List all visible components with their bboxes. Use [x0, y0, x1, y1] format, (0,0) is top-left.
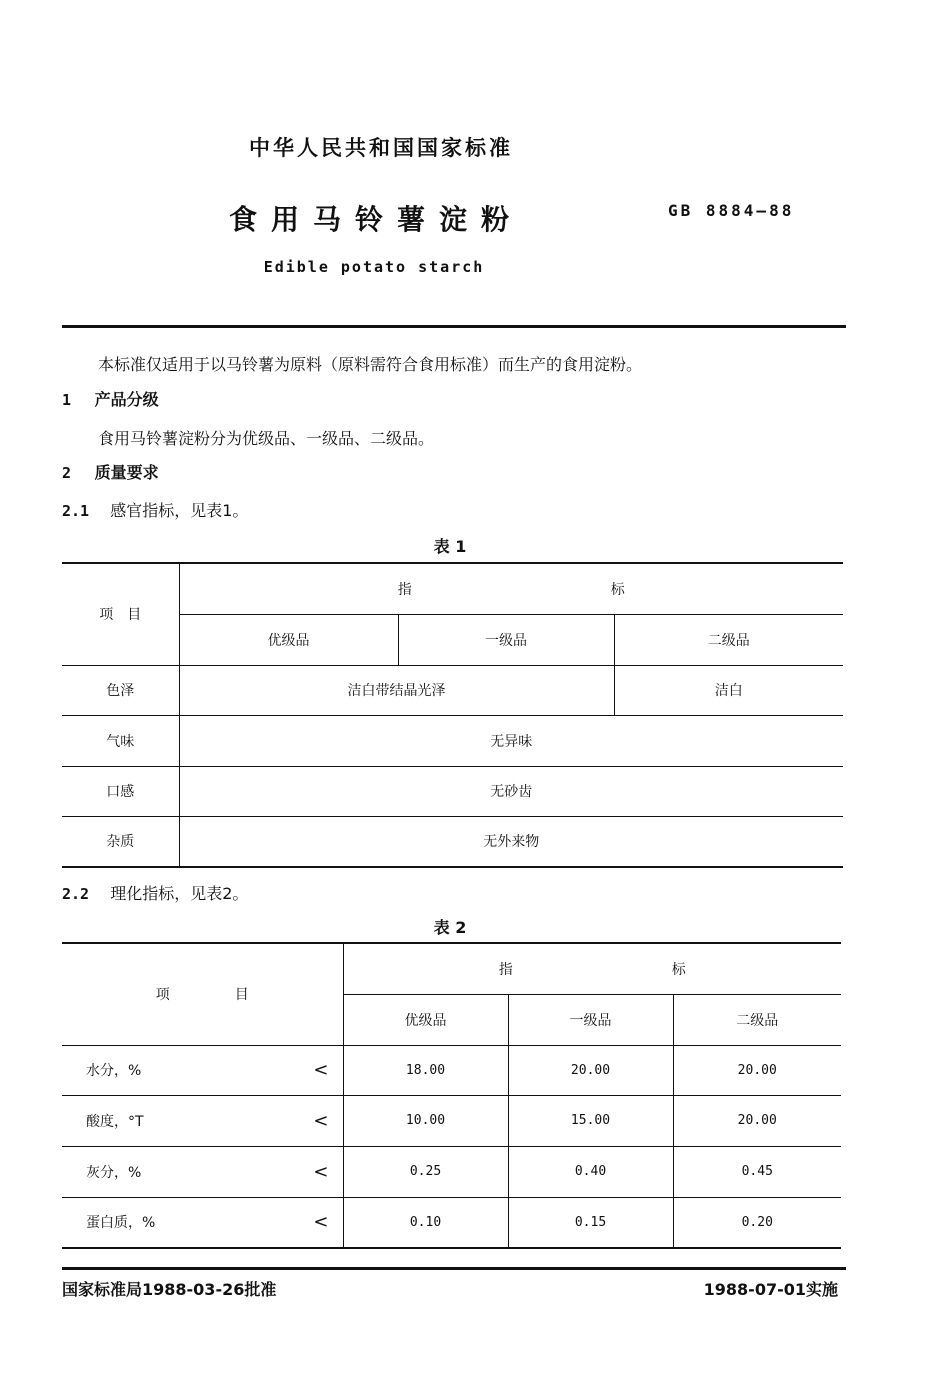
row-value: 无砂齿	[179, 766, 843, 816]
row-item	[62, 1095, 343, 1146]
row-item	[62, 1045, 343, 1095]
table-2-caption: 表 2	[433, 918, 467, 937]
section-2-2	[62, 881, 248, 904]
header-divider	[62, 325, 846, 328]
row-item-label: 酸度，°T	[86, 1113, 144, 1130]
document-title: 食用马铃薯淀粉	[228, 203, 523, 236]
section-number: 2	[62, 464, 72, 482]
row-item	[62, 1146, 343, 1197]
table-row	[62, 1146, 841, 1197]
less-than-sign: <	[313, 1110, 329, 1131]
scope-paragraph: 本标准仅适用于以马铃薯为原料（原料需符合食用标准）而生产的食用淀粉。	[98, 355, 643, 374]
section-1-heading	[62, 387, 159, 410]
index-char-a: 指	[397, 581, 412, 598]
row-value: 洁白	[614, 665, 843, 715]
table-2	[62, 942, 841, 1249]
table-row	[62, 1045, 841, 1095]
section-text: 理化指标，见表2。	[110, 884, 249, 903]
value-first: 20.00	[508, 1045, 673, 1095]
standard-number: GB 8884—88	[668, 201, 795, 220]
grade-premium: 优级品	[343, 994, 508, 1045]
table-2-item-header	[62, 943, 343, 1045]
grade-premium: 优级品	[179, 614, 398, 665]
table-1	[62, 562, 843, 868]
value-premium: 0.25	[343, 1146, 508, 1197]
section-number: 1	[62, 391, 72, 409]
footer-divider	[62, 1267, 846, 1270]
section-1-text: 食用马铃薯淀粉分为优级品、一级品、二级品。	[98, 429, 435, 448]
section-2-heading	[62, 460, 159, 483]
row-item: 杂质	[62, 816, 179, 867]
row-item: 色泽	[62, 665, 179, 715]
less-than-sign: <	[313, 1161, 329, 1182]
table-row	[62, 1095, 841, 1146]
row-value: 洁白带结晶光泽	[179, 665, 614, 715]
row-item	[62, 1197, 343, 1248]
less-than-sign: <	[313, 1059, 329, 1081]
row-item: 气味	[62, 715, 179, 766]
table-1-item-header: 项 目	[62, 563, 179, 665]
row-value: 无异味	[179, 715, 843, 766]
section-2-1	[62, 498, 248, 521]
row-item-label: 灰分，%	[86, 1164, 142, 1181]
value-premium: 10.00	[343, 1095, 508, 1146]
table-2-index-header	[343, 943, 841, 994]
table-row	[62, 816, 843, 867]
less-than-sign: <	[313, 1211, 329, 1233]
value-second: 0.20	[673, 1197, 841, 1248]
section-number: 2.1	[62, 502, 90, 520]
item-char-a: 项	[155, 987, 170, 1004]
index-char-b: 标	[671, 961, 686, 978]
row-item: 口感	[62, 766, 179, 816]
value-first: 0.15	[508, 1197, 673, 1248]
section-text: 感官指标，见表1。	[110, 501, 249, 520]
table-row	[62, 715, 843, 766]
table-1-caption: 表 1	[433, 537, 467, 556]
grade-first: 一级品	[508, 994, 673, 1045]
document-title-english: Edible potato starch	[263, 258, 485, 276]
table-1-index-header	[179, 563, 843, 614]
effective-date: 1988-07-01实施	[703, 1280, 838, 1299]
section-title: 质量要求	[94, 463, 159, 482]
table-row	[62, 665, 843, 715]
item-char-b: 目	[234, 987, 249, 1004]
row-value: 无外来物	[179, 816, 843, 867]
approval-date: 国家标准局1988-03-26批准	[62, 1280, 277, 1299]
table-row	[62, 766, 843, 816]
value-second: 20.00	[673, 1095, 841, 1146]
index-char-a: 指	[498, 961, 513, 978]
row-item-label: 蛋白质，%	[86, 1215, 156, 1232]
section-title: 产品分级	[94, 390, 159, 409]
table-row	[62, 1197, 841, 1248]
value-first: 0.40	[508, 1146, 673, 1197]
value-first: 15.00	[508, 1095, 673, 1146]
row-item-label: 水分，%	[86, 1063, 142, 1079]
grade-second: 二级品	[673, 994, 841, 1045]
grade-first: 一级品	[398, 614, 614, 665]
value-premium: 0.10	[343, 1197, 508, 1248]
issuing-organization: 中华人民共和国国家标准	[249, 136, 513, 160]
value-premium: 18.00	[343, 1045, 508, 1095]
section-number: 2.2	[62, 885, 90, 903]
grade-second: 二级品	[614, 614, 843, 665]
value-second: 20.00	[673, 1045, 841, 1095]
value-second: 0.45	[673, 1146, 841, 1197]
index-char-b: 标	[610, 581, 625, 598]
